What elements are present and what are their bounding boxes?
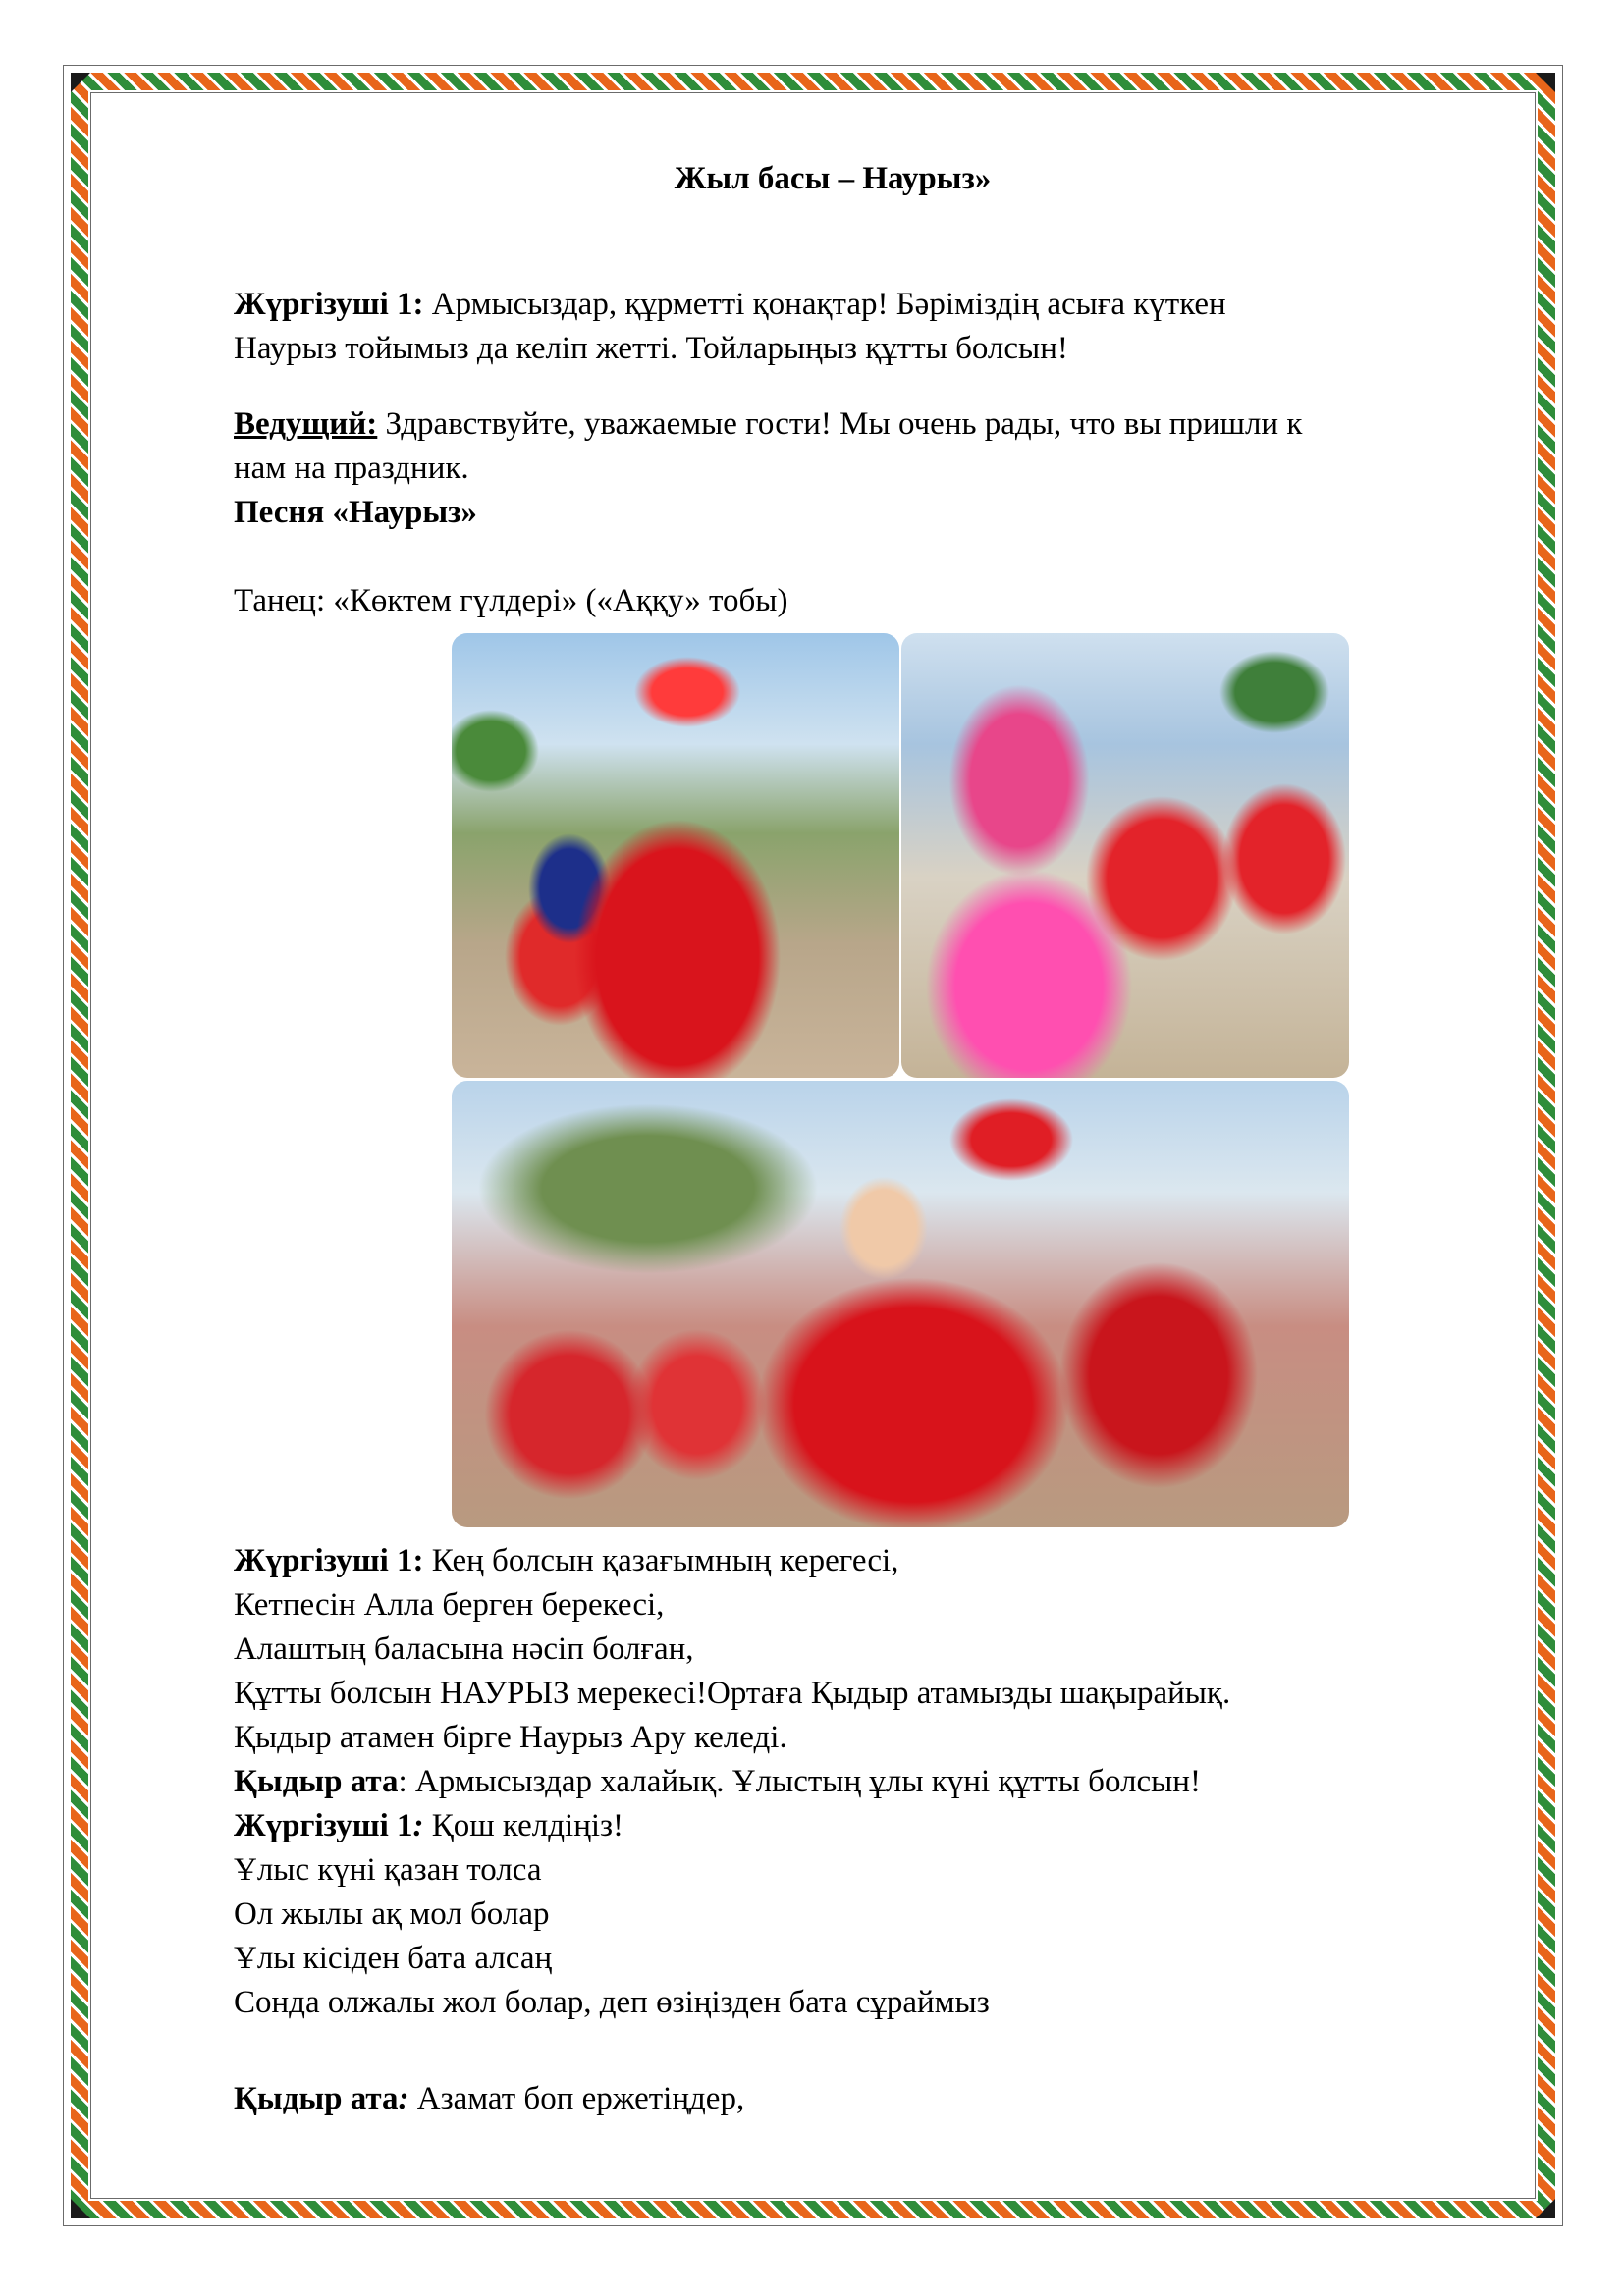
speaker-label: Қыдыр ата (234, 1764, 399, 1799)
dancing-girls-photo-1 (452, 633, 899, 1078)
corner-ornament (1536, 2199, 1555, 2218)
corner-ornament (71, 73, 90, 92)
speaker-label: Қыдыр ата (234, 2081, 399, 2116)
speaker-colon: : (412, 1808, 424, 1843)
dancing-girls-photo-2 (901, 633, 1349, 1078)
verse-line: Сонда олжалы жол болар, деп өзіңізден бата сұраймыз (234, 1985, 990, 2020)
corner-ornament (71, 2199, 90, 2218)
dancing-girl-photo-3 (452, 1081, 1349, 1527)
verse-line: Кең болсын қазағымның керегесі, (423, 1543, 899, 1578)
speech-text: : Армысыздар халайық. Ұлыстың ұлы күні құтты болсын! (398, 1764, 1201, 1799)
speaker-label: Жүргізуші 1: (234, 287, 424, 322)
speech-text: Азамат боп ержетіңдер, (408, 2081, 745, 2116)
speaker-colon: : (398, 2081, 409, 2116)
speech-text: Наурыз тойымыз да келіп жетті. Тойларыңыз құтты болсын! (234, 331, 1068, 366)
speech-text: Здравствуйте, уважаемые гости! Мы очень рады, что вы пришли к (377, 406, 1303, 442)
host1-verse (234, 1539, 1230, 2025)
host-ru-greeting (234, 402, 1302, 535)
kydyr-ata-reply (234, 2077, 744, 2121)
speaker-label: Жүргізуші 1: (234, 1543, 424, 1578)
verse-line: Ұлыс күні қазан толса (234, 1852, 542, 1888)
verse-line: Кетпесін Алла берген берекесі, (234, 1587, 665, 1623)
verse-line: Ұлы кісіден бата алсаң (234, 1941, 553, 1976)
speech-text: Армысыздар, құрметті қонақтар! Бәріміздің асыға күткен (423, 287, 1226, 322)
corner-ornament (1536, 73, 1555, 92)
verse-line: Қыдыр атамен бірге Наурыз Ару келеді. (234, 1720, 787, 1755)
speech-text: нам на праздник. (234, 451, 469, 486)
verse-line: Ол жылы ақ мол болар (234, 1896, 550, 1932)
speaker-label: Жүргізуші 1 (234, 1808, 413, 1843)
page-title: Жыл басы – Наурыз» (674, 161, 992, 196)
verse-line: Алаштың баласына нәсіп болған, (234, 1631, 694, 1667)
speech-text: Қош келдіңіз! (423, 1808, 624, 1843)
song-heading: Песня «Наурыз» (234, 495, 477, 530)
verse-line: Құтты болсын НАУРЫЗ мерекесі!Ортаға Қыдыр атамызды шақырайық. (234, 1676, 1231, 1711)
dance-line: Танец: «Көктем гүлдері» («Аққу» тобы) (234, 583, 788, 618)
host1-greeting (234, 283, 1226, 371)
speaker-label: Ведущий: (234, 406, 378, 442)
